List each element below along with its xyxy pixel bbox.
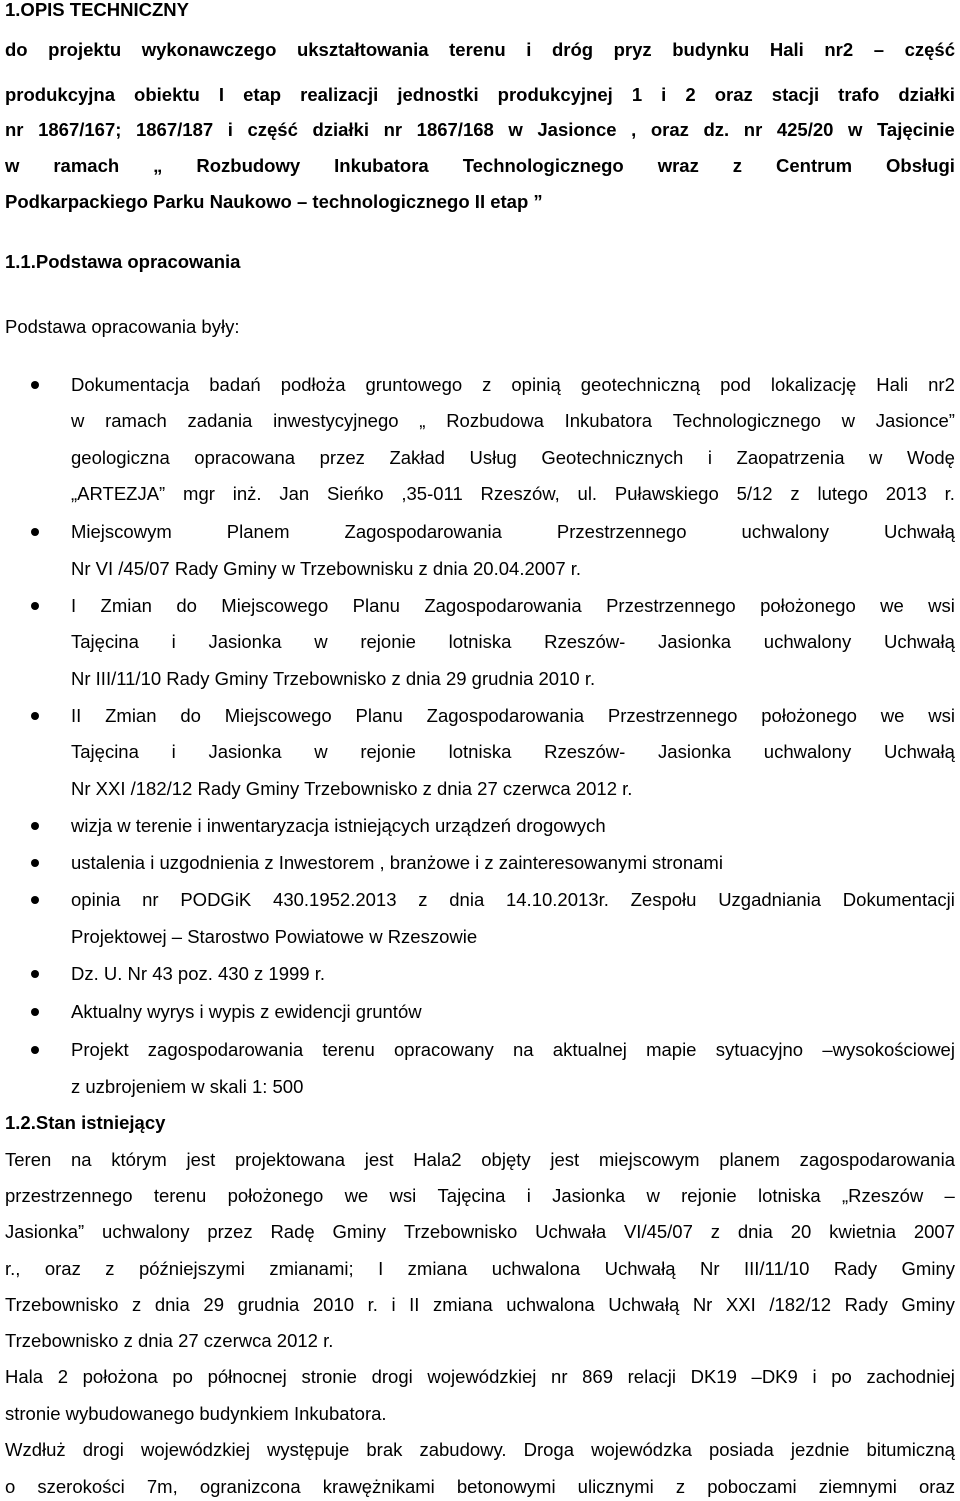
list-item-line: Projektowej – Starostwo Powiatowe w Rzeszowie (71, 926, 478, 947)
bullet-icon (31, 1046, 39, 1054)
project-title-line: nr 1867/167; 1867/187 i część działki nr 1867/168 w Jasionce , oraz dz. nr 425/20 w Tajęcinie (5, 119, 955, 140)
bullet-icon (31, 896, 39, 904)
paragraph-line: Hala 2 położona po północnej stronie drogi wojewódzkiej nr 869 relacji DK19 –DK9 i po zachodniej (5, 1366, 955, 1387)
project-title-line: do projektu wykonawczego ukształtowania terenu i dróg pryz budynku Hali nr2 – część (5, 39, 955, 60)
list-item-line: Dz. U. Nr 43 poz. 430 z 1999 r. (71, 963, 325, 984)
list-item-line: Dokumentacja badań podłoża gruntowego z opinią geotechniczną pod lokalizację Hali nr2 (71, 374, 955, 395)
bullet-icon (31, 970, 39, 978)
project-title-line: Podkarpackiego Parku Naukowo – technologicznego II etap ” (5, 191, 543, 212)
paragraph-line: stronie wybudowanego budynkiem Inkubatora. (5, 1403, 387, 1424)
paragraph-line: Trzebownisko z dnia 27 czerwca 2012 r. (5, 1330, 334, 1351)
list-item-line: II Zmian do Miejscowego Planu Zagospodarowania Przestrzennego położonego we wsi (71, 705, 955, 726)
paragraph-line: o szerokości 7m, ogranizcona krawężnikami betonowymi ulicznymi z poboczami ziemnymi oraz (5, 1476, 955, 1497)
list-item-line: Tajęcina i Jasionka w rejonie lotniska Rzeszów- Jasionka uchwalony Uchwałą (71, 631, 955, 652)
bullet-icon (31, 381, 39, 389)
paragraph-line: Jasionka” uchwalony przez Radę Gminy Trzebownisko Uchwała VI/45/07 z dnia 20 kwietnia 2007 (5, 1221, 955, 1242)
paragraph-line: Trzebownisko z dnia 29 grudnia 2010 r. i II zmiana uchwalona Uchwałą Nr XXI /182/12 Rady Gminy (5, 1294, 955, 1315)
paragraph-line: r., oraz z późniejszymi zmianami; I zmiana uchwalona Uchwałą Nr III/11/10 Rady Gminy (5, 1258, 955, 1279)
list-item-line: ustalenia i uzgodnienia z Inwestorem , branżowe i z zainteresowanymi stronami (71, 852, 723, 873)
list-item-line: I Zmian do Miejscowego Planu Zagospodarowania Przestrzennego położonego we wsi (71, 595, 955, 616)
list-item-line: Nr VI /45/07 Rady Gminy w Trzebownisku z dnia 20.04.2007 r. (71, 558, 582, 579)
list-item-line: „ARTEZJA” mgr inż. Jan Sieńko ,35-011 Rzeszów, ul. Puławskiego 5/12 z lutego 2013 r. (71, 483, 955, 504)
bullet-icon (31, 528, 39, 536)
list-item-line: Nr XXI /182/12 Rady Gminy Trzebownisko z dnia 27 czerwca 2012 r. (71, 778, 633, 799)
list-item-line: Nr III/11/10 Rady Gminy Trzebownisko z dnia 29 grudnia 2010 r. (71, 668, 596, 689)
list-item-line: z uzbrojeniem w skali 1: 500 (71, 1076, 304, 1097)
list-item-line: Projekt zagospodarowania terenu opracowany na aktualnej mapie sytuacyjno –wysokościowej (71, 1039, 955, 1060)
bullet-icon (31, 859, 39, 867)
bullet-icon (31, 822, 39, 830)
list-item-line: Miejscowym Planem Zagospodarowania Przestrzennego uchwalony Uchwałą (71, 521, 955, 542)
list-item-line: Tajęcina i Jasionka w rejonie lotniska Rzeszów- Jasionka uchwalony Uchwałą (71, 741, 955, 762)
document-heading: 1.OPIS TECHNICZNY (5, 0, 189, 20)
bullet-icon (31, 712, 39, 720)
project-title-line: produkcyjna obiektu I etap realizacji jednostki produkcyjnej 1 i 2 oraz stacji trafo działki (5, 84, 955, 105)
bullet-icon (31, 602, 39, 610)
list-item-line: Aktualny wyrys i wypis z ewidencji gruntów (71, 1001, 422, 1022)
list-item-line: w ramach zadania inwestycyjnego „ Rozbudowa Inkubatora Technologicznego w Jasionce” (71, 410, 955, 431)
section-heading-1-1: 1.1.Podstawa opracowania (5, 251, 241, 272)
paragraph-line: Teren na którym jest projektowana jest Hala2 objęty jest miejscowym planem zagospodarowania (5, 1149, 955, 1170)
bullet-icon (31, 1008, 39, 1016)
section-intro: Podstawa opracowania były: (5, 316, 240, 337)
list-item-line: wizja w terenie i inwentaryzacja istniejących urządzeń drogowych (71, 815, 606, 836)
paragraph-line: Wzdłuż drogi wojewódzkiej występuje brak zabudowy. Droga wojewódzka posiada jezdnie bitumiczną (5, 1439, 955, 1460)
paragraph-line: przestrzennego terenu położonego we wsi Tajęcina i Jasionka w rejonie lotniska „Rzeszów – (5, 1185, 955, 1206)
section-heading-1-2: 1.2.Stan istniejący (5, 1112, 166, 1133)
list-item-line: geologiczna opracowana przez Zakład Usług Geotechnicznych i Zaopatrzenia w Wodę (71, 447, 955, 468)
list-item-line: opinia nr PODGiK 430.1952.2013 z dnia 14.10.2013r. Zespołu Uzgadniania Dokumentacji (71, 889, 955, 910)
project-title-line: w ramach „ Rozbudowy Inkubatora Technologicznego wraz z Centrum Obsługi (5, 155, 955, 176)
